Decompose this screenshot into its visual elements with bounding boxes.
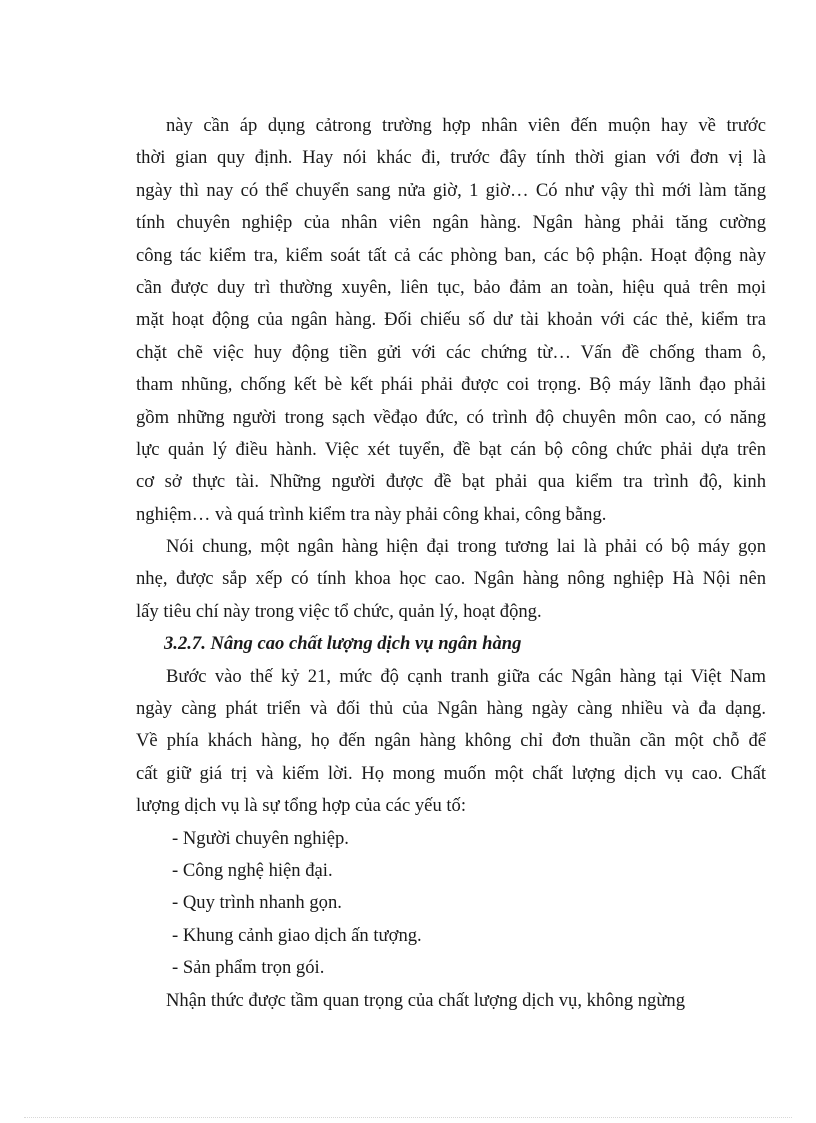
list-item: - Người chuyên nghiệp.	[172, 827, 349, 849]
closing-text-line: Nhận thức được tầm quan trọng của chất lượng dịch vụ, không ngừng	[166, 989, 686, 1011]
text-line: thời gian quy định. Hay nói khác đi, trước đây tính thời gian với đơn vị là	[136, 147, 766, 169]
text-line: cần được duy trì thường xuyên, liên tục, bảo đảm an toàn, hiệu quả trên mọi	[136, 276, 766, 298]
text-line: ngày càng phát triển và đối thủ của Ngân hàng ngày càng nhiều và đa dạng.	[136, 698, 766, 720]
section-heading: 3.2.7. Nâng cao chất lượng dịch vụ ngân hàng	[164, 633, 522, 655]
text-line: lấy tiêu chí này trong việc tổ chức, quản lý, hoạt động.	[136, 600, 542, 622]
paragraph-service-quality	[136, 661, 766, 823]
text-line: Nói chung, một ngân hàng hiện đại trong tương lai là phải có bộ máy gọn	[166, 536, 766, 558]
text-line: chặt chẽ việc huy động tiền gửi với các chứng từ… Vấn đề chống tham ô,	[136, 341, 766, 363]
text-line: cơ sở thực tài. Những người được đề bạt phải qua kiểm tra trình độ, kinh	[136, 471, 766, 493]
list-item: - Quy trình nhanh gọn.	[172, 892, 342, 914]
page-bottom-divider	[24, 1117, 792, 1118]
list-item: - Khung cảnh giao dịch ấn tượng.	[172, 924, 422, 946]
text-line: mặt hoạt động của ngân hàng. Đối chiếu số dư tài khoản với các thẻ, kiểm tra	[136, 309, 766, 331]
text-line: cất giữ giá trị và kiếm lời. Họ mong muốn một chất lượng dịch vụ cao. Chất	[136, 762, 766, 784]
text-line: tham nhũng, chống kết bè kết phái phải được coi trọng. Bộ máy lãnh đạo phải	[136, 374, 766, 396]
paragraph-staff-discipline	[136, 110, 766, 531]
text-line: lượng dịch vụ là sự tổng hợp của các yếu tố:	[136, 795, 467, 817]
text-line: Về phía khách hàng, họ đến ngân hàng không chỉ đơn thuần cần một chỗ để	[136, 730, 766, 752]
text-line: Bước vào thế kỷ 21, mức độ cạnh tranh giữa các Ngân hàng tại Việt Nam	[166, 665, 766, 687]
list-item: - Sản phẩm trọn gói.	[172, 957, 325, 979]
document-page	[136, 110, 766, 1017]
text-line: nghiệm… và quá trình kiểm tra này phải công khai, công bằng.	[136, 503, 607, 525]
text-line: gồm những người trong sạch vềđạo đức, có trình độ chuyên môn cao, có năng	[136, 406, 766, 428]
text-line: ngày thì nay có thể chuyển sang nửa giờ, 1 giờ… Có như vậy thì mới làm tăng	[136, 179, 766, 201]
quality-factors-list	[136, 823, 766, 985]
text-line: nhẹ, được sắp xếp có tính khoa học cao. Ngân hàng nông nghiệp Hà Nội nên	[136, 568, 766, 590]
text-line: công tác kiểm tra, kiểm soát tất cả các phòng ban, các bộ phận. Hoạt động này	[136, 244, 766, 266]
text-line: tính chuyên nghiệp của nhân viên ngân hàng. Ngân hàng phải tăng cường	[136, 212, 766, 234]
list-item: - Công nghệ hiện đại.	[172, 859, 333, 881]
paragraph-modern-bank	[136, 531, 766, 628]
text-line: này cần áp dụng cảtrong trường hợp nhân viên đến muộn hay về trước	[166, 115, 766, 136]
text-line: lực quản lý điều hành. Việc xét tuyển, đề bạt cán bộ công chức phải dựa trên	[136, 438, 766, 460]
